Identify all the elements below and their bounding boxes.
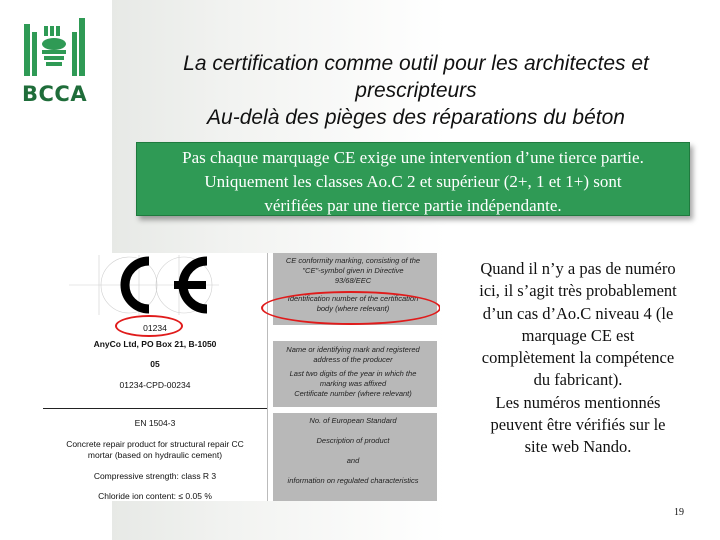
standard-number: EN 1504-3 <box>134 418 176 428</box>
product-description: mortar (based on hydraulic cement) <box>87 450 223 460</box>
product-property: Compressive strength: class R 3 <box>93 471 217 481</box>
slide-title <box>132 50 700 131</box>
ce-mark-icon <box>49 253 259 317</box>
highlight-line: Uniquement les classes Ao.C 2 et supérieur (2+, 1 et 1+) sont <box>204 172 622 191</box>
side-note-line: ici, il s’agit très probablement <box>479 281 677 301</box>
annotation-line: information on regulated characteristics <box>287 476 419 485</box>
annotation-line: marking was affixed <box>319 379 387 388</box>
manufacturer-address: AnyCo Ltd, PO Box 21, B-1050 <box>93 339 217 349</box>
side-note-line: site web Nando. <box>524 437 632 457</box>
annotation-line: No. of European Standard <box>309 416 397 425</box>
title-line: La certification comme outil pour les architectes et <box>183 52 649 75</box>
highlight-oval-annotation <box>261 291 440 325</box>
title-line: prescripteurs <box>355 79 477 102</box>
annotation-line: address of the producer <box>313 355 393 364</box>
side-note <box>446 258 710 459</box>
annotation-line: CE conformity marking, consisting of the <box>285 256 421 265</box>
annotation-line: Description of product <box>316 436 390 445</box>
annotation-line: Last two digits of the year in which the <box>289 369 417 378</box>
highlight-box <box>136 142 690 216</box>
annotation-line: "CE"-symbol given in Directive <box>302 266 404 275</box>
ce-label-figure <box>43 253 440 501</box>
title-line: Au-delà des pièges des réparations du béton <box>207 106 625 129</box>
bcca-logo-text: BCCA <box>22 82 88 106</box>
page-number: 19 <box>674 507 684 518</box>
side-note-line: complètement la compétence <box>481 348 675 368</box>
highlight-oval-number <box>115 315 183 337</box>
side-note-line: Les numéros mentionnés <box>495 392 661 412</box>
annotation-line: Identification number of the certification <box>287 294 419 303</box>
ce-label <box>43 253 267 501</box>
label-divider <box>43 408 267 409</box>
certificate-number: 01234-CPD-00234 <box>119 380 191 390</box>
product-description: Concrete repair product for structural repair CC <box>66 439 244 449</box>
annotation-line: Name or identifying mark and registered <box>286 345 420 354</box>
annotation-line: and <box>346 456 360 465</box>
highlight-line: vérifiées par une tierce partie indépendante. <box>264 196 562 215</box>
side-note-line: Quand il n’y a pas de numéro <box>480 259 676 278</box>
annotation-text <box>273 416 433 486</box>
label-separator <box>267 253 268 501</box>
highlight-line: Pas chaque marquage CE exige une intervention d’une tierce partie. <box>182 148 644 167</box>
side-note-line: peuvent être vérifiés sur le <box>490 415 666 435</box>
bcca-logo-icon <box>22 14 86 80</box>
annotation-line: body (where relevant) <box>316 304 390 313</box>
notified-body-number: 01234 <box>143 323 167 333</box>
annotation-line: Certificate number (where relevant) <box>294 389 412 398</box>
annotation-text <box>273 345 433 399</box>
marking-year: 05 <box>150 359 160 369</box>
side-note-line: d’un cas d’Ao.C niveau 4 (le <box>482 303 674 323</box>
side-note-line: du fabricant). <box>533 370 623 390</box>
side-note-line: marquage CE est <box>521 325 635 345</box>
product-property: Chloride ion content: ≤ 0.05 % <box>98 491 212 501</box>
annotation-line: 93/68/EEC <box>334 276 372 285</box>
